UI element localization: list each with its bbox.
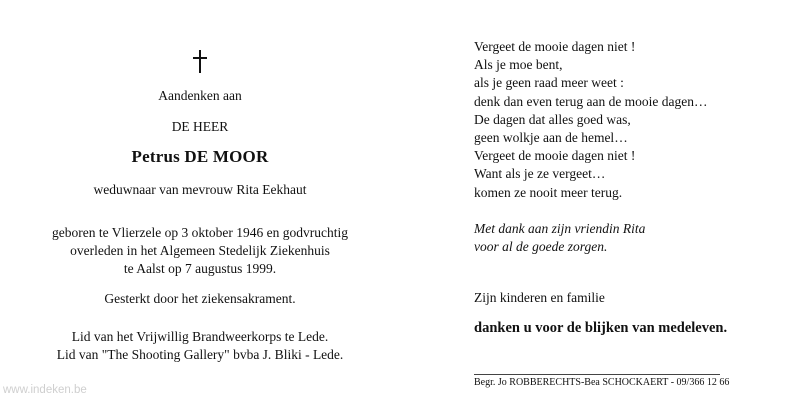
- poem-line: Vergeet de mooie dagen niet !: [474, 39, 636, 54]
- membership-line-1: Lid van het Vrijwillig Brandweerkorps te Lede.: [71, 329, 329, 344]
- divider: [474, 374, 720, 375]
- right-panel: [474, 0, 794, 405]
- latin-cross-icon: [190, 50, 210, 74]
- thanks-line: voor al de goede zorgen.: [474, 239, 608, 254]
- poem-line: Vergeet de mooie dagen niet !: [474, 148, 636, 164]
- poem-line: Want als je ze vergeet…: [474, 166, 606, 182]
- poem-line: Als je moe bent,: [474, 57, 563, 73]
- honorific: DE HEER: [171, 119, 229, 134]
- thanks-note: [474, 220, 645, 256]
- printer-credit: Begr. Jo ROBBERECHTS-Bea SCHOCKAERT - 09/366 12 66: [474, 377, 730, 388]
- deceased-name: Petrus DE MOOR: [131, 147, 269, 166]
- poem-line: geen wolkje aan de hemel…: [474, 130, 628, 146]
- membership-line-2: Lid van "The Shooting Gallery" bvba J. Bliki - Lede.: [56, 347, 344, 362]
- closing-line: danken u voor de blijken van medeleven.: [474, 320, 728, 336]
- family-line: Zijn kinderen en familie: [474, 290, 605, 305]
- in-memory-label: Aandenken aan: [158, 88, 242, 103]
- relation-line: weduwnaar van mevrouw Rita Eekhaut: [93, 182, 307, 197]
- poem-line: De dagen dat alles goed was,: [474, 111, 631, 127]
- thanks-line: Met dank aan zijn vriendin Rita: [474, 221, 646, 236]
- birth-death-line-3: te Aalst op 7 augustus 1999.: [123, 261, 277, 276]
- poem-line: denk dan even terug aan de mooie dagen…: [474, 93, 708, 109]
- watermark: www.indeken.be: [3, 384, 87, 396]
- poem-line: als je geen raad meer weet :: [474, 75, 624, 91]
- birth-death-line-1: geboren te Vlierzele op 3 oktober 1946 en godvruchtig: [52, 225, 348, 240]
- sacrament-line: Gesterkt door het ziekensakrament.: [104, 291, 296, 306]
- birth-death-line-2: overleden in het Algemeen Stedelijk Ziekenhuis: [70, 243, 330, 258]
- poem: [474, 38, 708, 202]
- poem-line: komen ze nooit meer terug.: [474, 184, 623, 200]
